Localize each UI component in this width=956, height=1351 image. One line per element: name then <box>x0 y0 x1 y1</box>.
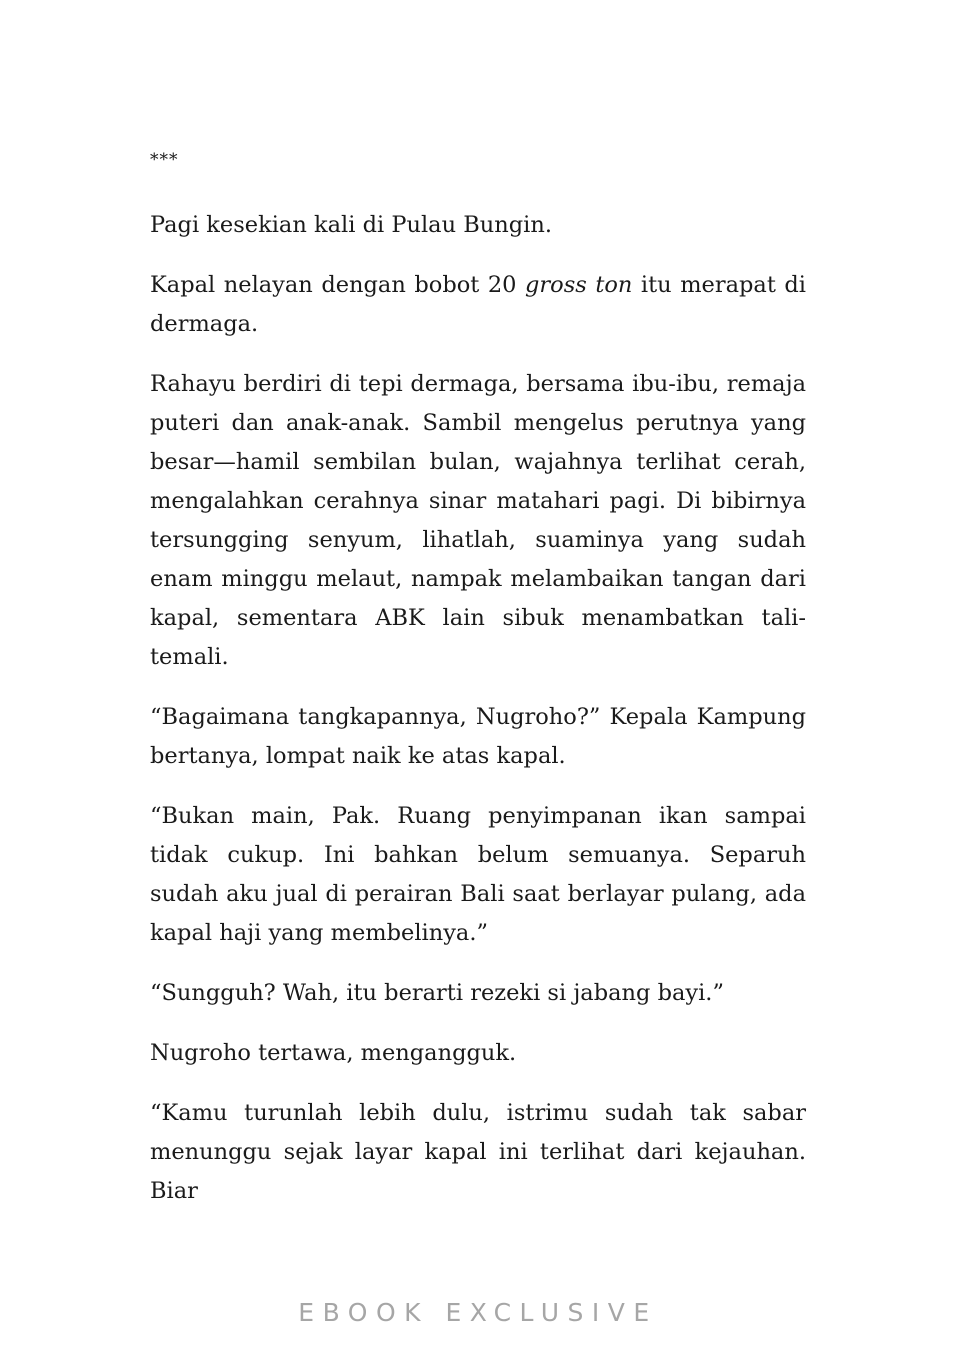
paragraph-2-italic: gross ton <box>525 272 633 298</box>
scene-separator: *** <box>150 150 179 170</box>
footer-label: EBOOK EXCLUSIVE <box>298 1298 658 1327</box>
paragraph-2 <box>150 266 806 344</box>
paragraph-5: “Bukan main, Pak. Ruang penyimpanan ikan sampai tidak cukup. Ini bahkan belum semuanya. Separuh sudah aku jual di perairan Bali saat berlayar pulang, ada kapal haji yang membelinya.” <box>150 803 806 946</box>
paragraph-7: Nugroho tertawa, mengangguk. <box>150 1040 517 1066</box>
paragraph-2-text-b: itu merapat di dermaga. <box>150 272 806 337</box>
paragraph-8: “Kamu turunlah lebih dulu, istrimu sudah tak sabar menunggu sejak layar kapal ini terlihat dari kejauhan. Biar <box>150 1100 806 1204</box>
paragraph-1: Pagi kesekian kali di Pulau Bungin. <box>150 212 552 238</box>
paragraph-3: Rahayu berdiri di tepi dermaga, bersama ibu-ibu, remaja puteri dan anak-anak. Sambil mengelus perutnya yang besar—hamil sembilan bulan, wajahnya terlihat cerah, mengalahkan cerahnya sinar matahari pagi. Di bibirnya tersungging senyum, lihatlah, suaminya yang sudah enam minggu melaut, nampak melambaikan tangan dari kapal, sementara ABK lain sibuk menambatkan tali-temali. <box>150 371 806 670</box>
body-text <box>150 150 806 1232</box>
paragraph-4: “Bagaimana tangkapannya, Nugroho?” Kepala Kampung bertanya, lompat naik ke atas kapal. <box>150 704 806 769</box>
paragraph-6: “Sungguh? Wah, itu berarti rezeki si jabang bayi.” <box>150 980 724 1006</box>
paragraph-2-text-a: Kapal nelayan dengan bobot 20 <box>150 272 525 298</box>
